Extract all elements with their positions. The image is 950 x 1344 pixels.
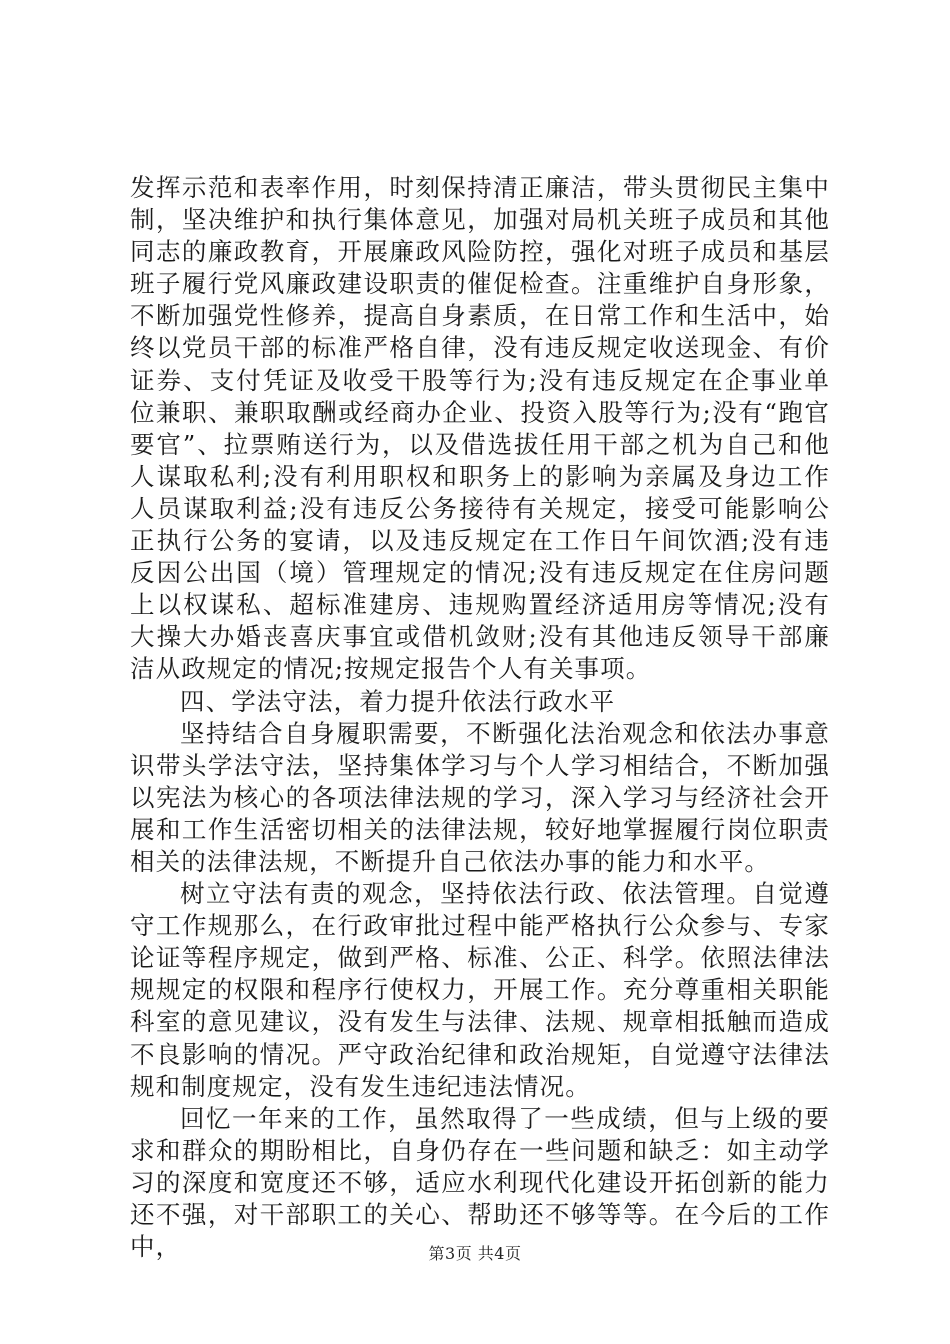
paragraph-law-abiding: 树立守法有责的观念，坚持依法行政、依法管理。自觉遵守工作规那么，在行政审批过程中能严格执行公众参与、专家论证等程序规定，做到严格、标准、公正、科学。依照法律法规规定的权限和程序行使权力，开展工作。充分尊重相关职能科室的意见建议，没有发生与法律、法规、规章相抵触而造成不良影响的情况。严守政治纪律和政治规矩，自觉遵守法律法规和制度规定，没有发生违纪违法情况。 bbox=[130, 879, 830, 1101]
paragraph-integrity: 发挥示范和表率作用，时刻保持清正廉洁，带头贯彻民主集中制，坚决维护和执行集体意见，加强对局机关班子成员和其他同志的廉政教育，开展廉政风险防控，强化对班子成员和基层班子履行党风廉政建设职责的催促检查。注重维护自身形象，不断加强党性修养，提高自身素质，在日常工作和生活中，始终以党员干部的标准严格自律，没有违反规定收送现金、有价证券、支付凭证及收受干股等行为;没有违反规定在企事业单位兼职、兼职取酬或经商办企业、投资入股等行为;没有“跑官要官”、拉票贿送行为，以及借选拔任用干部之机为自己和他人谋取私利;没有利用职权和职务上的影响为亲属及身边工作人员谋取利益;没有违反公务接待有关规定，接受可能影响公正执行公务的宴请，以及违反规定在工作日午间饮酒;没有违反因公出国（境）管理规定的情况;没有违反规定在住房问题上以权谋私、超标准建房、违规购置经济适用房等情况;没有大操大办婚丧喜庆事宜或借机敛财;没有其他违反领导干部廉洁从政规定的情况;按规定报告个人有关事项。 bbox=[130, 173, 830, 684]
page-number-footer: 第3页 共4页 bbox=[428, 1244, 522, 1263]
document-body bbox=[130, 172, 830, 1263]
section-heading-four: 四、学法守法，着力提升依法行政水平 bbox=[180, 686, 616, 716]
paragraph-review: 回忆一年来的工作，虽然取得了一些成绩，但与上级的要求和群众的期盼相比，自身仍存在一些问题和缺乏：如主动学习的深度和宽度还不够，适应水利现代化建设开拓创新的能力还不强，对干部职工的关心、帮助还不够等等。在今后的工作中， bbox=[130, 1103, 830, 1262]
paragraph-study-law: 坚持结合自身履职需要，不断强化法治观念和依法办事意识带头学法守法，坚持集体学习与个人学习相结合，不断加强以宪法为核心的各项法律法规的学习，深入学习与经济社会开展和工作生活密切相关的法律法规，较好地掌握履行岗位职责相关的法律法规，不断提升自己依法办事的能力和水平。 bbox=[130, 718, 830, 876]
